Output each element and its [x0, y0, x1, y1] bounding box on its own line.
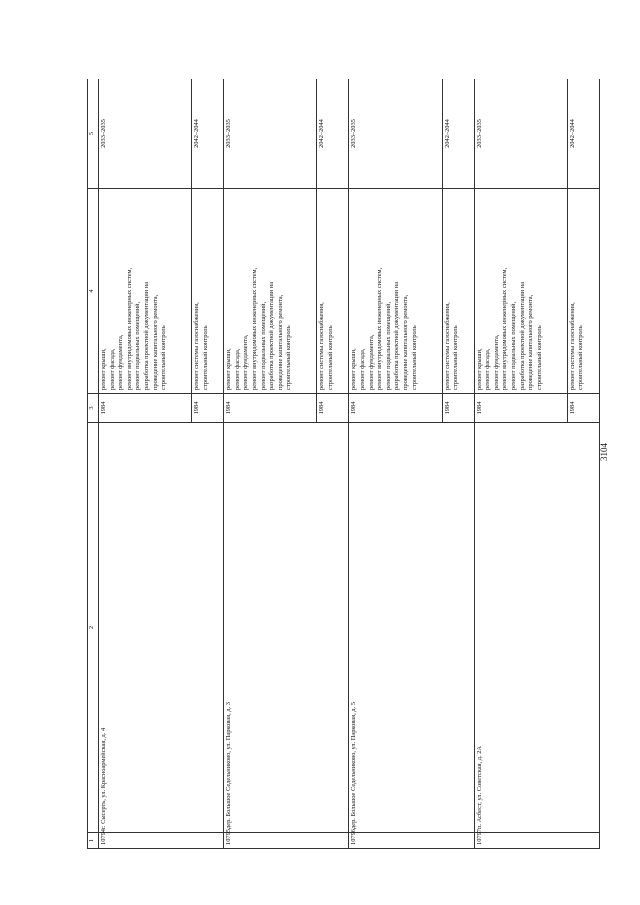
- address-cell: дер. Большое Седельниково, ул. Парковая, д. 3: [224, 423, 349, 833]
- address-cell: п. Асбест, ул. Советская, д. 2А: [474, 423, 599, 833]
- work-item: ремонт крыши,: [225, 348, 233, 390]
- work-item: строительный контроль: [535, 325, 543, 390]
- work-item: строительный контроль: [577, 325, 585, 390]
- table-row: [99, 79, 192, 849]
- work-item: проведение капитального ремонта,: [527, 294, 535, 390]
- header-row: [88, 79, 99, 849]
- rotated-table: [87, 79, 600, 849]
- year-cell: 1984: [349, 394, 442, 423]
- work-item: ремонт фундамента,: [367, 334, 375, 390]
- work-item: проведение капитального ремонта,: [402, 294, 410, 390]
- work-item: ремонт системы газоснабжения,: [568, 302, 576, 390]
- works-cell: [224, 189, 317, 394]
- address-cell: дер. Большое Седельниково, ул. Парковая, д. 5: [349, 423, 474, 833]
- work-item: проведение капитального ремонта,: [151, 294, 159, 390]
- work-item: ремонт системы газоснабжения,: [193, 302, 201, 390]
- work-item: ремонт подвальных помещений,: [134, 301, 142, 390]
- year-cell: 1984: [192, 394, 224, 423]
- year-cell: 1984: [224, 394, 317, 423]
- table-row: [224, 79, 317, 849]
- work-item: ремонт фасада,: [359, 348, 367, 390]
- period-cell: 2033–2035: [99, 79, 192, 189]
- period-cell: 2042–2044: [442, 79, 474, 189]
- work-item: ремонт фасада,: [108, 348, 116, 390]
- work-item: ремонт системы газоснабжения,: [443, 302, 451, 390]
- repair-schedule-table: [87, 79, 600, 849]
- year-cell: 1984: [442, 394, 474, 423]
- works-cell: [317, 189, 349, 394]
- year-cell: 1984: [317, 394, 349, 423]
- work-item: строительный контроль: [452, 325, 460, 390]
- works-cell: [349, 189, 442, 394]
- work-item: ремонт системы газоснабжения,: [318, 302, 326, 390]
- work-item: разработка проектной документации на: [268, 281, 276, 390]
- table-row: [349, 79, 442, 849]
- works-cell: [474, 189, 567, 394]
- record-number: 10795.: [224, 833, 349, 849]
- work-item: ремонт внутридомовых инженерных систем,: [376, 267, 384, 390]
- address-cell: г. Сысерть, ул. Красноармейская, д. 4: [99, 423, 224, 833]
- year-cell: 1984: [567, 394, 599, 423]
- work-item: разработка проектной документации на: [518, 281, 526, 390]
- work-item: разработка проектной документации на: [142, 281, 150, 390]
- year-cell: 1984: [99, 394, 192, 423]
- record-number: 10794.: [99, 833, 224, 849]
- table-body: [99, 79, 600, 849]
- work-item: строительный контроль: [160, 325, 168, 390]
- work-item: ремонт внутридомовых инженерных систем,: [125, 267, 133, 390]
- work-item: ремонт подвальных помещений,: [259, 301, 267, 390]
- work-item: ремонт крыши,: [475, 348, 483, 390]
- work-item: строительный контроль: [285, 325, 293, 390]
- work-item: ремонт фасада,: [233, 348, 241, 390]
- period-cell: 2033–2035: [349, 79, 442, 189]
- period-cell: 2033–2035: [224, 79, 317, 189]
- work-item: разработка проектной документации на: [393, 281, 401, 390]
- work-item: ремонт подвальных помещений,: [510, 301, 518, 390]
- year-cell: 1984: [474, 394, 567, 423]
- work-item: ремонт крыши,: [350, 348, 358, 390]
- period-cell: 2042–2044: [317, 79, 349, 189]
- work-item: ремонт крыши,: [100, 348, 107, 390]
- works-cell: [192, 189, 224, 394]
- work-item: ремонт внутридомовых инженерных систем,: [251, 267, 259, 390]
- record-number: 10797.: [474, 833, 599, 849]
- work-item: ремонт фундамента,: [242, 334, 250, 390]
- period-cell: 2033–2035: [474, 79, 567, 189]
- table-container: [87, 79, 600, 849]
- works-cell: [442, 189, 474, 394]
- table-row: [474, 79, 567, 849]
- work-item: проведение капитального ремонта,: [276, 294, 284, 390]
- work-item: ремонт фундамента,: [117, 334, 125, 390]
- header-col-5: 5: [88, 79, 99, 189]
- work-item: ремонт подвальных помещений,: [384, 301, 392, 390]
- works-cell: [99, 189, 192, 394]
- header-col-3: 3: [88, 394, 99, 423]
- page-number: 3104: [599, 443, 609, 461]
- period-cell: 2042–2044: [192, 79, 224, 189]
- work-item: ремонт фундамента,: [492, 334, 500, 390]
- work-item: строительный контроль: [410, 325, 418, 390]
- period-cell: 2042–2044: [567, 79, 599, 189]
- header-col-4: 4: [88, 189, 99, 394]
- header-col-2: 2: [88, 423, 99, 833]
- work-item: строительный контроль: [201, 325, 209, 390]
- work-item: ремонт внутридомовых инженерных систем,: [501, 267, 509, 390]
- works-cell: [567, 189, 599, 394]
- header-col-1: 1: [88, 833, 99, 849]
- record-number: 10796.: [349, 833, 474, 849]
- work-item: строительный контроль: [326, 325, 334, 390]
- work-item: ремонт фасада,: [484, 348, 492, 390]
